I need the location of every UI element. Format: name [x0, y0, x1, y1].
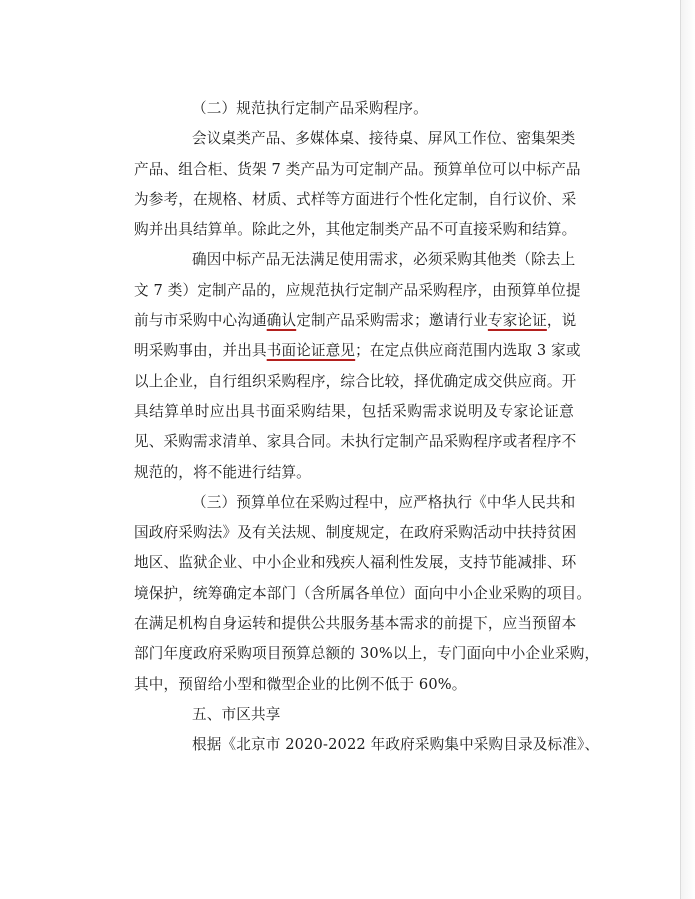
paragraph-1-line-4: 购并出具结算单。除此之外，其他定制类产品不可直接采购和结算。	[134, 221, 577, 239]
paragraph-3-line-5: 在满足机构自身运转和提供公共服务基本需求的前提下，应当预留本	[134, 615, 577, 633]
paragraph-2-line-6: 具结算单时应出具书面采购结果，包括采购需求说明及专家论证意	[134, 402, 574, 420]
paragraph-1-line-3: 为参考，在规格、材质、式样等方面进行个性化定制，自行议价、采	[134, 190, 577, 208]
paragraph-1-line-1: 会议桌类产品、多媒体桌、接待桌、屏风工作位、密集架类	[192, 130, 576, 148]
paragraph-2-line-7: 见、采购需求清单、家具合同。未执行定制产品采购程序或者程序不	[134, 433, 577, 451]
document-body	[134, 94, 600, 761]
underlined-text: 确认	[266, 312, 297, 330]
paragraph-3-line-2: 国政府采购法》及有关法规、制度规定，在政府采购活动中扶持贫困	[134, 524, 577, 542]
paragraph-2-line-1: 确因中标产品无法满足使用需求，必须采购其他类（除去上	[192, 251, 576, 269]
text-segment: 定制产品采购需求；邀请行业	[296, 312, 488, 330]
text-segment: 明采购事由，并出具	[134, 342, 267, 360]
paragraph-3-line-6: 部门年度政府采购项目预算总额的 30%以上，专门面向中小企业采购，	[134, 645, 600, 663]
section-heading-2: （二）规范执行定制产品采购程序。	[192, 100, 428, 117]
paragraph-1-line-2: 产品、组合柜、货架 7 类产品为可定制产品。预算单位可以中标产品	[134, 160, 581, 178]
paragraph-2-line-2: 文 7 类）定制产品的，应规范执行定制产品采购程序，由预算单位提	[134, 281, 581, 299]
paragraph-4-line-1: 根据《北京市 2020-2022 年政府采购集中采购目录及标准》、	[192, 736, 600, 754]
paragraph-3-line-7: 其中，预留给小型和微型企业的比例不低于 60%。	[134, 675, 467, 693]
paragraph-3-line-4: 境保护，统筹确定本部门（含所属各单位）面向中小企业采购的项目。	[134, 584, 592, 602]
text-segment: 前与市采购中心沟通	[134, 312, 267, 330]
paragraph-2-line-4	[134, 336, 581, 366]
paragraph-2-line-5: 以上企业，自行组织采购程序，综合比较，择优确定成交供应商。开	[134, 372, 577, 390]
paragraph-3-line-3: 地区、监狱企业、中小企业和残疾人福利性发展，支持节能减排、环	[134, 554, 577, 572]
scan-edge	[680, 0, 681, 899]
paragraph-3-line-1: （三）预算单位在采购过程中，应严格执行《中华人民共和	[192, 493, 576, 511]
scan-shadow	[681, 0, 695, 899]
text-segment: ；在定点供应商范围内选取 3 家或	[355, 342, 581, 360]
paragraph-2-line-3	[134, 306, 577, 336]
underlined-text: 书面论证意见	[266, 342, 356, 360]
text-segment: ，说	[546, 312, 577, 330]
paragraph-2-line-8: 规范的，将不能进行结算。	[134, 463, 311, 481]
underlined-text: 专家论证	[487, 312, 547, 330]
section-heading-5: 五、市区共享	[192, 705, 281, 723]
